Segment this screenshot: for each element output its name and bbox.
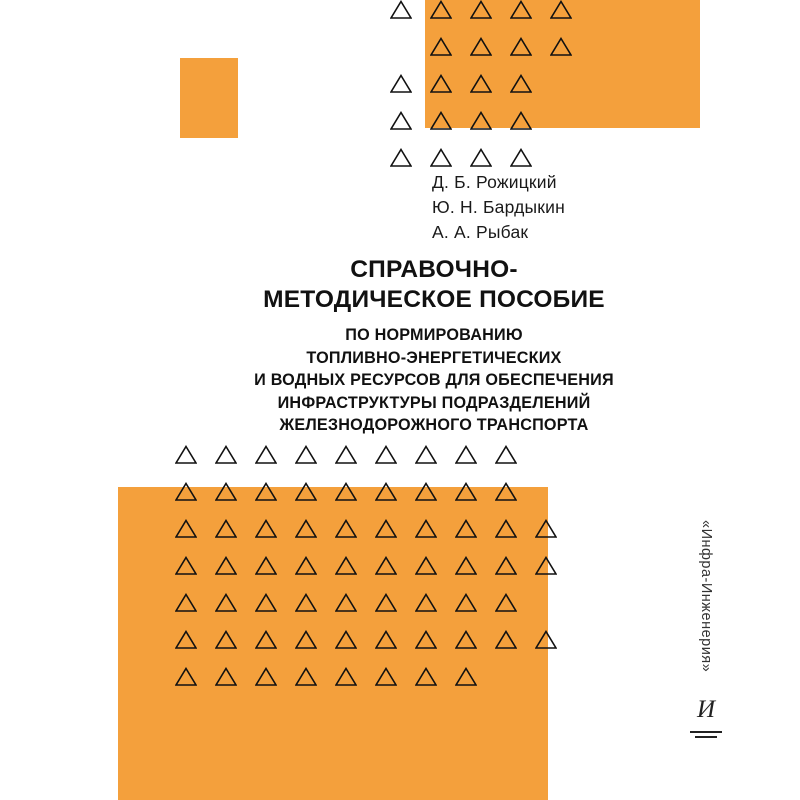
ornament-triangle xyxy=(470,111,492,130)
triangle-outline-icon xyxy=(455,556,477,575)
ornament-triangle xyxy=(390,74,412,93)
triangle-outline-icon xyxy=(415,593,437,612)
ornament-triangle xyxy=(535,482,557,501)
ornament-triangle xyxy=(255,556,277,575)
ornament-triangle xyxy=(430,0,452,19)
publisher-name: «Инфра-Инженерия» xyxy=(698,520,714,673)
ornament-triangle xyxy=(215,630,237,649)
triangle-outline-icon xyxy=(295,556,317,575)
book-title-line: СПРАВОЧНО- xyxy=(350,256,518,283)
ornament-triangle xyxy=(415,593,437,612)
publisher-logo-icon xyxy=(686,690,726,736)
ornament-triangle xyxy=(295,519,317,538)
triangle-outline-icon xyxy=(550,0,572,19)
triangle-outline-icon xyxy=(535,630,557,649)
ornament-triangle xyxy=(415,445,437,464)
publisher-block xyxy=(686,520,726,736)
triangle-outline-icon xyxy=(415,519,437,538)
triangle-outline-icon xyxy=(335,667,357,686)
triangle-outline-icon xyxy=(335,556,357,575)
ornament-triangle xyxy=(430,74,452,93)
ornament-triangle xyxy=(470,0,492,19)
triangle-outline-icon xyxy=(255,519,277,538)
ornament-triangle xyxy=(175,630,197,649)
triangle-outline-icon xyxy=(215,630,237,649)
ornament-triangle xyxy=(295,593,317,612)
publisher-logo-rule xyxy=(690,731,722,733)
ornament-triangle xyxy=(455,667,477,686)
triangle-outline-icon xyxy=(335,630,357,649)
book-subtitle-line: ИНФРАСТРУКТУРЫ ПОДРАЗДЕЛЕНИЙ xyxy=(277,393,591,412)
triangle-outline-icon xyxy=(510,0,532,19)
ornament-triangle xyxy=(550,148,572,167)
triangle-outline-icon xyxy=(415,482,437,501)
publisher-logo-letter: И xyxy=(696,696,716,724)
triangle-outline-icon xyxy=(390,74,412,93)
triangle-outline-icon xyxy=(495,593,517,612)
triangle-outline-icon xyxy=(215,667,237,686)
ornament-triangle xyxy=(375,445,397,464)
triangle-ornament-top xyxy=(390,0,590,185)
triangle-outline-icon xyxy=(295,445,317,464)
ornament-triangle xyxy=(335,556,357,575)
triangle-outline-icon xyxy=(175,593,197,612)
author-name: Д. Б. Рожицкий xyxy=(432,172,557,192)
triangle-outline-icon xyxy=(390,148,412,167)
ornament-triangle xyxy=(335,482,357,501)
triangle-outline-icon xyxy=(455,482,477,501)
ornament-triangle xyxy=(535,445,557,464)
ornament-triangle xyxy=(415,482,437,501)
ornament-triangle xyxy=(255,630,277,649)
triangle-outline-icon xyxy=(375,445,397,464)
ornament-triangle xyxy=(415,630,437,649)
ornament-triangle xyxy=(430,37,452,56)
ornament-triangle xyxy=(415,667,437,686)
triangle-outline-icon xyxy=(455,519,477,538)
ornament-triangle xyxy=(375,556,397,575)
ornament-triangle xyxy=(175,519,197,538)
authors-block xyxy=(432,170,565,245)
triangle-outline-icon xyxy=(295,519,317,538)
ornament-triangle xyxy=(375,593,397,612)
ornament-triangle xyxy=(295,630,317,649)
triangle-outline-icon xyxy=(255,445,277,464)
ornament-triangle xyxy=(335,519,357,538)
triangle-outline-icon xyxy=(255,482,277,501)
accent-block-top-left xyxy=(180,58,238,138)
triangle-outline-icon xyxy=(215,519,237,538)
ornament-triangle xyxy=(295,556,317,575)
triangle-outline-icon xyxy=(375,630,397,649)
triangle-outline-icon xyxy=(255,556,277,575)
triangle-outline-icon xyxy=(175,630,197,649)
triangle-outline-icon xyxy=(175,519,197,538)
ornament-triangle xyxy=(455,519,477,538)
triangle-outline-icon xyxy=(295,630,317,649)
triangle-outline-icon xyxy=(470,148,492,167)
ornament-triangle xyxy=(495,445,517,464)
ornament-triangle xyxy=(550,74,572,93)
ornament-triangle xyxy=(255,445,277,464)
triangle-outline-icon xyxy=(375,667,397,686)
triangle-outline-icon xyxy=(510,111,532,130)
book-subtitle-line: ПО НОРМИРОВАНИЮ xyxy=(345,326,523,344)
author-name: А. А. Рыбак xyxy=(432,222,529,242)
triangle-outline-icon xyxy=(415,667,437,686)
ornament-triangle xyxy=(390,148,412,167)
triangle-outline-icon xyxy=(175,667,197,686)
ornament-triangle xyxy=(535,630,557,649)
triangle-outline-icon xyxy=(430,0,452,19)
ornament-triangle xyxy=(375,630,397,649)
triangle-outline-icon xyxy=(295,667,317,686)
triangle-outline-icon xyxy=(510,37,532,56)
publisher-logo-rule xyxy=(695,736,717,738)
ornament-triangle xyxy=(510,148,532,167)
ornament-triangle xyxy=(295,667,317,686)
triangle-outline-icon xyxy=(430,148,452,167)
triangle-outline-icon xyxy=(510,74,532,93)
triangle-outline-icon xyxy=(535,556,557,575)
triangle-outline-icon xyxy=(390,111,412,130)
triangle-outline-icon xyxy=(495,630,517,649)
triangle-ornament-bottom xyxy=(175,445,575,704)
triangle-outline-icon xyxy=(255,593,277,612)
ornament-triangle xyxy=(455,630,477,649)
triangle-outline-icon xyxy=(215,593,237,612)
ornament-triangle xyxy=(430,148,452,167)
ornament-triangle xyxy=(335,593,357,612)
triangle-outline-icon xyxy=(430,111,452,130)
ornament-triangle xyxy=(495,519,517,538)
triangle-outline-icon xyxy=(335,445,357,464)
ornament-triangle xyxy=(495,593,517,612)
ornament-triangle xyxy=(335,445,357,464)
ornament-triangle xyxy=(375,519,397,538)
ornament-triangle xyxy=(255,519,277,538)
ornament-triangle xyxy=(455,593,477,612)
ornament-triangle xyxy=(335,667,357,686)
ornament-triangle xyxy=(255,593,277,612)
ornament-triangle xyxy=(535,593,557,612)
ornament-triangle xyxy=(295,445,317,464)
triangle-outline-icon xyxy=(215,556,237,575)
triangle-outline-icon xyxy=(550,37,572,56)
triangle-outline-icon xyxy=(175,482,197,501)
triangle-outline-icon xyxy=(510,148,532,167)
ornament-triangle xyxy=(495,630,517,649)
ornament-triangle xyxy=(255,667,277,686)
ornament-triangle xyxy=(550,37,572,56)
triangle-outline-icon xyxy=(375,593,397,612)
triangle-outline-icon xyxy=(255,630,277,649)
ornament-triangle xyxy=(415,556,437,575)
triangle-outline-icon xyxy=(535,519,557,538)
ornament-triangle xyxy=(175,667,197,686)
ornament-triangle xyxy=(215,445,237,464)
triangle-outline-icon xyxy=(295,482,317,501)
ornament-triangle xyxy=(510,111,532,130)
ornament-triangle xyxy=(550,111,572,130)
ornament-triangle xyxy=(215,556,237,575)
ornament-triangle xyxy=(375,667,397,686)
author-name: Ю. Н. Бардыкин xyxy=(432,197,565,217)
triangle-outline-icon xyxy=(375,482,397,501)
ornament-triangle xyxy=(430,111,452,130)
triangle-outline-icon xyxy=(455,593,477,612)
triangle-outline-icon xyxy=(375,556,397,575)
ornament-triangle xyxy=(510,37,532,56)
ornament-triangle xyxy=(175,482,197,501)
ornament-triangle xyxy=(495,556,517,575)
triangle-outline-icon xyxy=(175,445,197,464)
triangle-outline-icon xyxy=(390,0,412,19)
triangle-outline-icon xyxy=(495,519,517,538)
ornament-triangle xyxy=(390,37,412,56)
triangle-outline-icon xyxy=(430,74,452,93)
ornament-triangle xyxy=(510,0,532,19)
triangle-outline-icon xyxy=(470,74,492,93)
triangle-outline-icon xyxy=(335,519,357,538)
ornament-triangle xyxy=(215,482,237,501)
ornament-triangle xyxy=(255,482,277,501)
ornament-triangle xyxy=(510,74,532,93)
ornament-triangle xyxy=(175,445,197,464)
triangle-outline-icon xyxy=(495,445,517,464)
triangle-outline-icon xyxy=(255,667,277,686)
book-subtitle-line: ТОПЛИВНО-ЭНЕРГЕТИЧЕСКИХ xyxy=(306,348,562,367)
ornament-triangle xyxy=(335,630,357,649)
triangle-outline-icon xyxy=(455,445,477,464)
triangle-outline-icon xyxy=(295,593,317,612)
triangle-outline-icon xyxy=(430,37,452,56)
ornament-triangle xyxy=(495,667,517,686)
triangle-outline-icon xyxy=(415,556,437,575)
ornament-triangle xyxy=(495,482,517,501)
book-subtitle-line: ЖЕЛЕЗНОДОРОЖНОГО ТРАНСПОРТА xyxy=(279,416,589,434)
ornament-triangle xyxy=(375,482,397,501)
title-block xyxy=(0,255,800,437)
triangle-outline-icon xyxy=(375,519,397,538)
ornament-triangle xyxy=(295,482,317,501)
triangle-outline-icon xyxy=(455,630,477,649)
ornament-triangle xyxy=(535,556,557,575)
triangle-outline-icon xyxy=(215,482,237,501)
book-subtitle-line: И ВОДНЫХ РЕСУРСОВ ДЛЯ ОБЕСПЕЧЕНИЯ xyxy=(254,371,614,389)
ornament-triangle xyxy=(215,519,237,538)
triangle-outline-icon xyxy=(215,445,237,464)
ornament-triangle xyxy=(470,37,492,56)
ornament-triangle xyxy=(455,556,477,575)
triangle-outline-icon xyxy=(335,482,357,501)
ornament-triangle xyxy=(175,556,197,575)
ornament-triangle xyxy=(470,74,492,93)
triangle-outline-icon xyxy=(470,111,492,130)
triangle-outline-icon xyxy=(415,445,437,464)
book-title-line: МЕТОДИЧЕСКОЕ ПОСОБИЕ xyxy=(263,286,605,313)
triangle-outline-icon xyxy=(175,556,197,575)
ornament-triangle xyxy=(390,0,412,19)
ornament-triangle xyxy=(550,0,572,19)
ornament-triangle xyxy=(455,482,477,501)
ornament-triangle xyxy=(535,667,557,686)
triangle-outline-icon xyxy=(470,0,492,19)
triangle-outline-icon xyxy=(495,482,517,501)
triangle-outline-icon xyxy=(415,630,437,649)
triangle-outline-icon xyxy=(335,593,357,612)
ornament-triangle xyxy=(455,445,477,464)
ornament-triangle xyxy=(215,667,237,686)
ornament-triangle xyxy=(175,593,197,612)
triangle-outline-icon xyxy=(455,667,477,686)
ornament-triangle xyxy=(470,148,492,167)
ornament-triangle xyxy=(535,519,557,538)
ornament-triangle xyxy=(390,111,412,130)
triangle-outline-icon xyxy=(495,556,517,575)
triangle-outline-icon xyxy=(470,37,492,56)
ornament-triangle xyxy=(215,593,237,612)
ornament-triangle xyxy=(415,519,437,538)
